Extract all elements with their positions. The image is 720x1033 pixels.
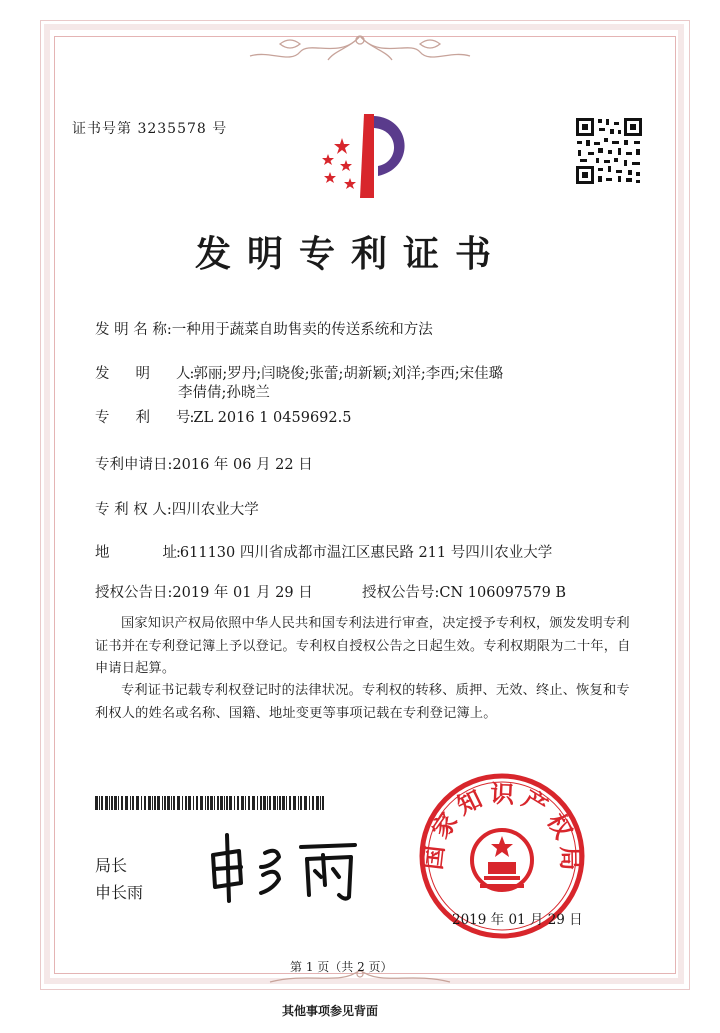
- address-row: [95, 541, 552, 562]
- grant-date-label: 授权公告日:: [95, 585, 173, 601]
- publication-number-value: CN 106097579 B: [439, 585, 567, 601]
- certificate-number: [72, 118, 227, 138]
- patent-office-logo: [316, 108, 416, 204]
- patent-number-label: 专 利 号:: [95, 410, 194, 426]
- inventors-value-line1: 郭丽;罗丹;闫晓俊;张蕾;胡新颖;刘洋;李西;宋佳璐: [193, 366, 504, 382]
- patent-number-value: ZL 2016 1 0459692.5: [193, 410, 352, 426]
- page-number: 第 1 页（共 2 页）: [290, 960, 393, 974]
- filing-date-value: 2016 年 06 月 22 日: [172, 457, 313, 473]
- top-ornament: [240, 30, 480, 70]
- filing-date-label: 专利申请日:: [95, 457, 173, 473]
- address-value: 611130 四川省成都市温江区惠民路 211 号四川农业大学: [179, 545, 553, 561]
- inventors-label: 发 明 人:: [95, 366, 194, 382]
- certificate-number-suffix: 号: [212, 121, 228, 137]
- seal-date: 2019 年 01 月 29 日: [452, 912, 583, 928]
- grant-date-value: 2019 年 01 月 29 日: [172, 585, 313, 601]
- patent-holder-row: [95, 498, 259, 519]
- filing-date-row: [95, 453, 313, 474]
- address-label: 地 址:: [95, 545, 180, 561]
- seal-text: 国家知识产权局: [418, 778, 586, 877]
- patent-number-row: [95, 406, 351, 427]
- director-name: 申长雨: [95, 883, 144, 902]
- invention-name-label: 发 明 名 称:: [95, 322, 172, 338]
- legal-paragraph-2: 专利证书记载专利权登记时的法律状况。专利权的转移、质押、无效、终止、恢复和专利权人的姓名或名称、国籍、地址变更等事项记载在专利登记簿上。: [95, 683, 630, 721]
- svg-text:国家知识产权局: [418, 779, 585, 877]
- invention-name-value: 一种用于蔬菜自助售卖的传送系统和方法: [171, 322, 433, 338]
- director-title: 局长: [95, 856, 128, 875]
- publication-number-row: [362, 581, 566, 602]
- legal-paragraph-1: 国家知识产权局依照中华人民共和国专利法进行审查，决定授予专利权，颁发发明专利证书并在专利登记簿上予以登记。专利权自授权公告之日起生效。专利权期限为二十年，自申请日起算。: [95, 616, 631, 676]
- certificate-title: 发明专利证书: [195, 233, 508, 275]
- handwritten-signature: [205, 825, 365, 905]
- qr-code: [574, 116, 644, 186]
- inventors-row: [95, 362, 503, 383]
- certificate-number-value: 3235578: [137, 121, 207, 137]
- certificate-number-label: 证书号第: [72, 121, 132, 137]
- grant-date-row: [95, 581, 313, 602]
- publication-number-label: 授权公告号:: [362, 585, 440, 601]
- barcode: [95, 796, 325, 810]
- inventors-value-line2: 李倩倩;孙晓兰: [178, 385, 270, 401]
- invention-name-row: [95, 318, 433, 339]
- patent-holder-value: 四川农业大学: [171, 502, 259, 518]
- footer-note: 其他事项参见背面: [282, 1004, 379, 1018]
- patent-holder-label: 专 利 权 人:: [95, 502, 172, 518]
